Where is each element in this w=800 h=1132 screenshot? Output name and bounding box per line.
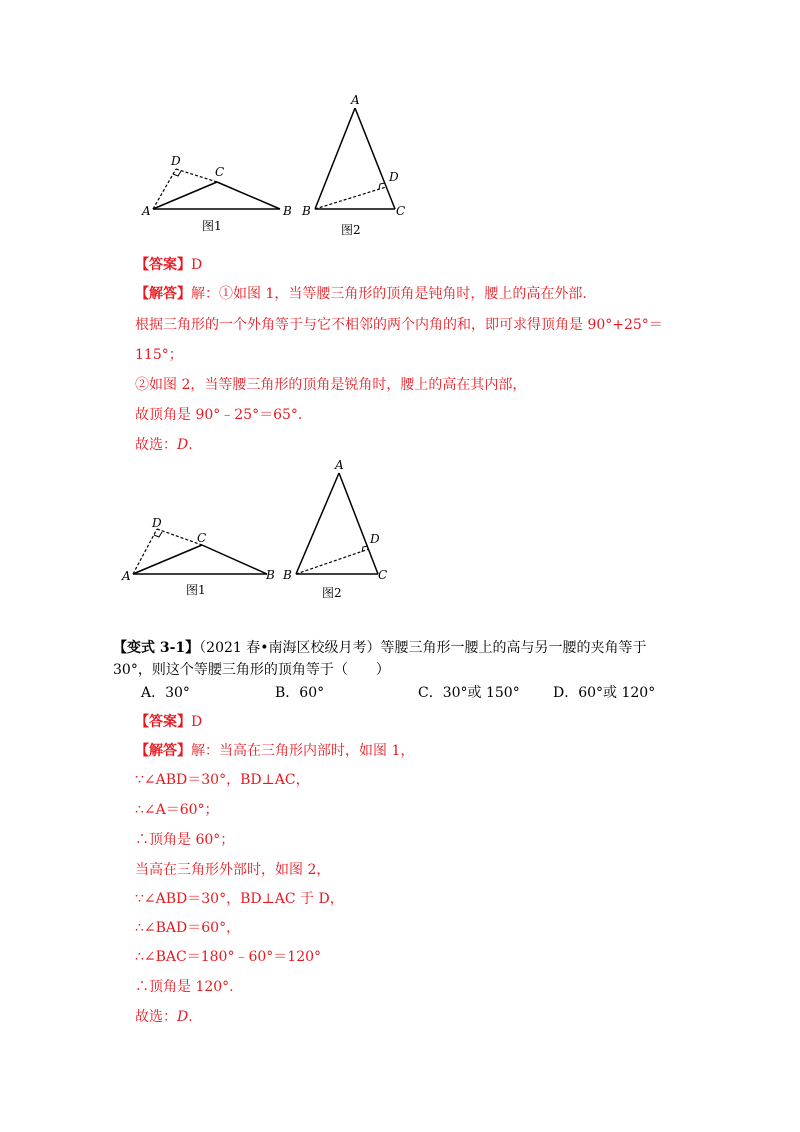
solution2-line3: ∴∠A＝60°； (135, 802, 219, 818)
fig2-label-a: A (351, 93, 360, 107)
answer-value: D (191, 257, 203, 273)
option-c: C．30°或 150° (418, 685, 520, 701)
fig1-label-a: A (122, 569, 131, 583)
solution2-line7: ∴∠BAD＝60°， (135, 920, 241, 936)
fig2-label-c: C (378, 568, 388, 582)
solution1-line6 (135, 435, 193, 455)
solution2-choose-letter: D (177, 1009, 189, 1025)
solution1-line2: 根据三角形的一个外角等于与它不相邻的两个内角的和，即可求得顶角是 90°+25°＝ (135, 317, 663, 333)
solution2-line1 (135, 741, 414, 761)
fig2-caption: 图2 (322, 586, 342, 600)
solution2-choose-suffix: . (188, 1009, 193, 1025)
solution2-line9: ∴顶角是 120°. (135, 979, 234, 995)
fig2-label-d: D (389, 170, 399, 184)
answer-value: D (191, 714, 203, 730)
answer-label: 【答案】 (135, 714, 191, 730)
fig1-label-b: B (266, 568, 275, 582)
fig2-label-d: D (370, 532, 380, 546)
solution1-line3: 115°； (135, 347, 183, 363)
answer1-row (135, 255, 202, 275)
question-tag: 【变式 3-1】 (113, 640, 200, 656)
solution1-line5: 故顶角是 90°﹣25°＝65°. (135, 407, 303, 423)
option-d: D．60°或 120° (553, 685, 656, 701)
fig1-caption: 图1 (202, 219, 222, 233)
fig1-label-c: C (197, 531, 207, 545)
question-line2: 30°，则这个等腰三角形的顶角等于（ ） (113, 662, 390, 678)
solution2-line5: 当高在三角形外部时，如图 2， (135, 862, 331, 878)
solution1-choose-suffix: . (188, 437, 193, 453)
option-b: B．60° (275, 685, 325, 701)
solution1-line4: ②如图 2，当等腰三角形的顶角是锐角时，腰上的高在其内部， (135, 377, 527, 393)
solution-label: 【解答】 (135, 286, 191, 302)
fig1-label-c: C (215, 165, 225, 179)
fig2-label-b: B (283, 568, 292, 582)
solution2-line2: ∵∠ABD＝30°，BD⊥AC， (135, 772, 310, 788)
solution2-line8: ∴∠BAC＝180°﹣60°＝120° (135, 949, 322, 965)
fig1-label-b: B (283, 204, 292, 218)
figure-top-fig1 (141, 154, 292, 233)
solution2-line10 (135, 1007, 193, 1027)
question-line1 (113, 638, 647, 658)
figure-mid-fig1 (121, 516, 275, 597)
solution2-text1: 解：当高在三角形内部时，如图 1， (191, 743, 415, 759)
solution2-choose-prefix: 故选： (135, 1009, 177, 1025)
solution2-line4: ∴顶角是 60°； (135, 832, 235, 848)
solution2-line6: ∵∠ABD＝30°，BD⊥AC 于 D， (135, 891, 344, 907)
solution1-choose-letter: D (177, 437, 189, 453)
option-a: A．30° (141, 685, 190, 701)
solution1-choose-prefix: 故选： (135, 437, 177, 453)
answer2-row (135, 712, 202, 732)
fig1-label-d: D (152, 516, 162, 530)
fig1-label-a: A (142, 204, 151, 218)
fig1-label-d: D (171, 154, 181, 168)
solution1-text1: 解：①如图 1，当等腰三角形的顶角是钝角时，腰上的高在外部. (191, 286, 587, 302)
figure-top-fig2 (301, 93, 405, 237)
fig2-label-a: A (335, 458, 344, 472)
fig2-label-c: C (396, 204, 406, 218)
solution-label: 【解答】 (135, 743, 191, 759)
figure-mid (120, 457, 420, 607)
figure-top (140, 92, 440, 242)
fig2-caption: 图2 (341, 223, 361, 237)
fig2-label-b: B (302, 204, 311, 218)
answer-label: 【答案】 (135, 257, 191, 273)
fig1-caption: 图1 (186, 583, 206, 597)
solution1-line1 (135, 284, 587, 304)
question-text1: （2021 春•南海区校级月考）等腰三角形一腰上的高与另一腰的夹角等于 (199, 640, 647, 656)
figure-mid-fig2 (282, 458, 387, 600)
